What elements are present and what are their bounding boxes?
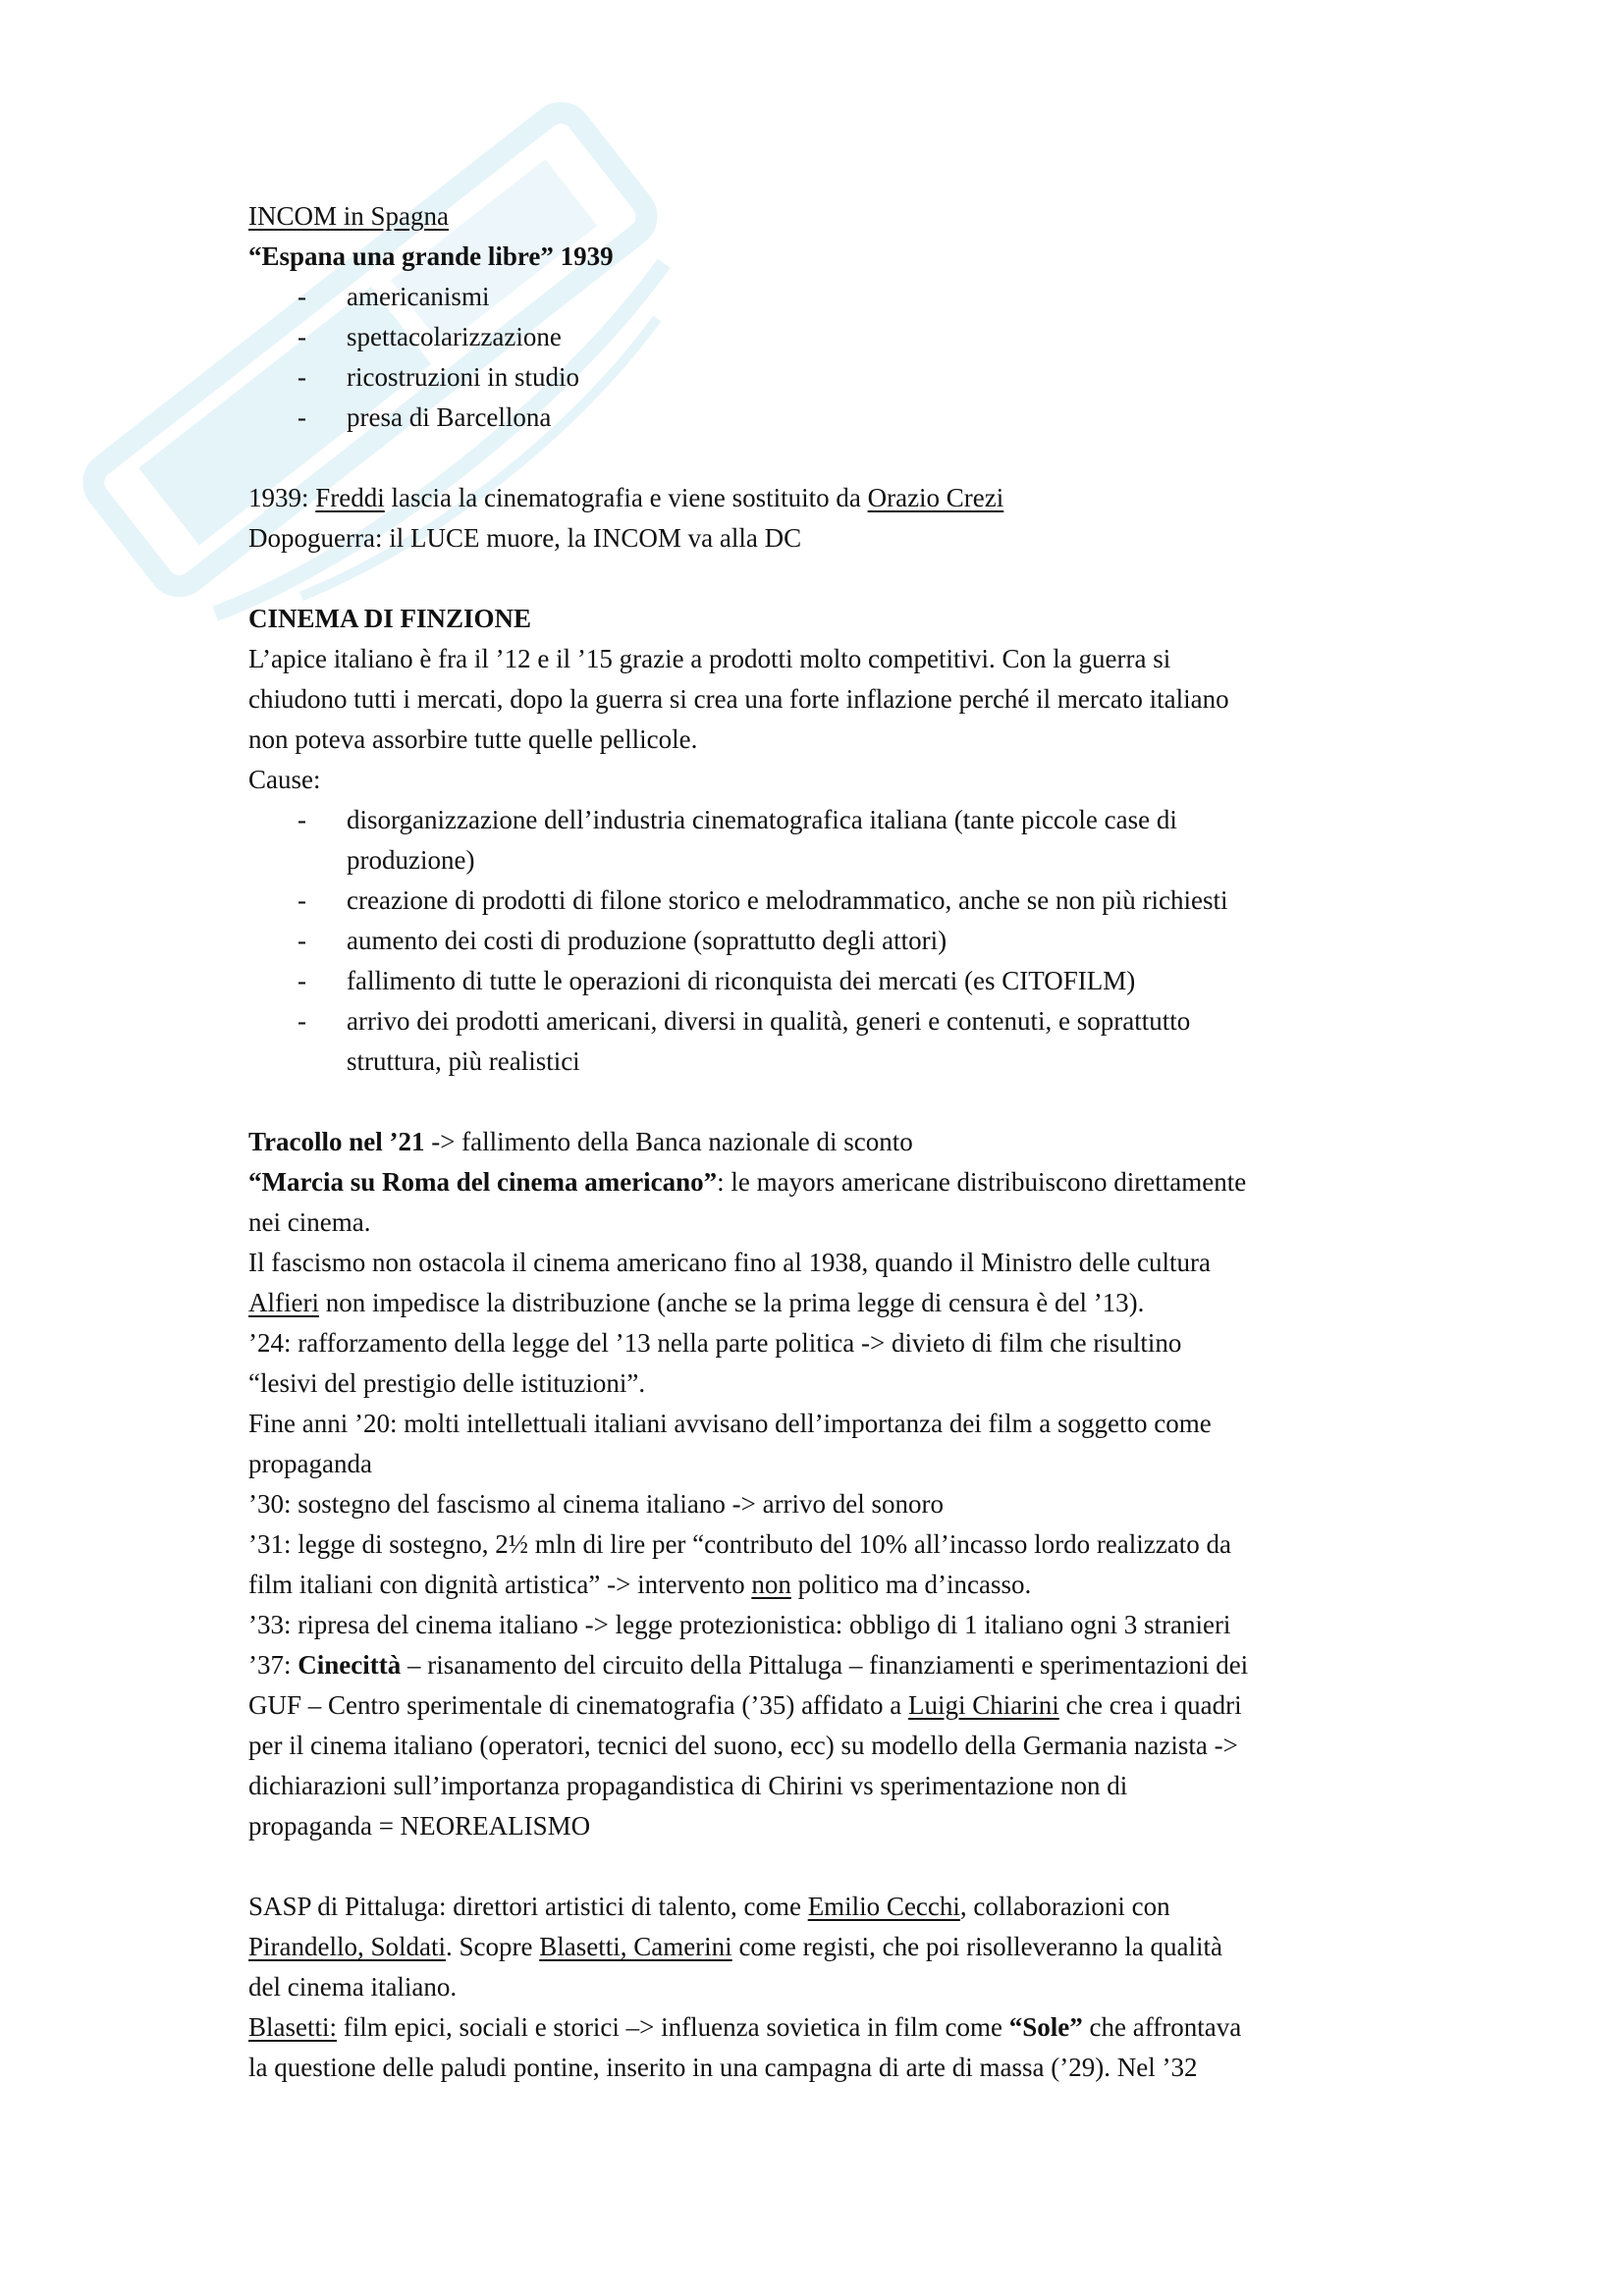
list-item-text — [347, 317, 1387, 357]
text-run: ’24: rafforzamento della legge del ’13 nella parte politica -> divieto di film che risultino — [248, 1328, 1182, 1358]
text-line — [248, 2007, 1387, 2048]
bullet-dash: - — [298, 282, 306, 311]
text-run: chiudono tutti i mercati, dopo la guerra si crea una forte inflazione perché il mercato italiano — [248, 684, 1229, 714]
text-line — [248, 1605, 1387, 1645]
list-item — [248, 357, 1387, 398]
text-run: che crea i quadri — [1058, 1690, 1242, 1720]
text-run: ’33: ripresa del cinema italiano -> legge protezionistica: obbligo di 1 italiano ogni 3 stranieri — [248, 1610, 1231, 1639]
list-item-text — [347, 800, 1387, 881]
list-item-text — [347, 921, 1387, 961]
bold-text: Tracollo nel ’21 — [248, 1127, 425, 1156]
text-run: . Scopre — [445, 1932, 540, 1961]
list-item-line: creazione di prodotti di filone storico e melodrammatico, anche se non più richiesti — [347, 885, 1228, 915]
text-line — [248, 196, 1387, 237]
text-run: – risanamento del circuito della Pittaluga – finanziamenti e sperimentazioni dei — [401, 1650, 1249, 1680]
text-line — [248, 1927, 1387, 1967]
text-run: dichiarazioni sull’importanza propagandistica di Chirini vs sperimentazione non di — [248, 1771, 1128, 1800]
bold-text: “Espana una grande libre” 1939 — [248, 241, 614, 271]
text-line — [248, 1806, 1387, 1846]
text-run: del cinema italiano. — [248, 1972, 458, 2002]
text-run: politico ma d’incasso. — [790, 1570, 1032, 1599]
list-item — [248, 921, 1387, 961]
text-line — [248, 599, 1387, 639]
underlined-name: Blasetti, Camerini — [539, 1932, 732, 1961]
list-item-text — [347, 277, 1387, 317]
text-line — [248, 1162, 1387, 1202]
list-item-line: arrivo dei prodotti americani, diversi in qualità, generi e contenuti, e soprattutto — [347, 1006, 1191, 1036]
text-line — [248, 1887, 1387, 1927]
text-run: 1939: — [248, 483, 316, 512]
text-run: per il cinema italiano (operatori, tecnici del suono, ecc) su modello della Germania nazista -> — [248, 1731, 1238, 1760]
document-body — [248, 196, 1387, 2088]
text-line — [248, 478, 1387, 518]
text-run: propaganda — [248, 1449, 372, 1478]
text-line — [248, 679, 1387, 720]
bullet-dash: - — [298, 1006, 306, 1036]
text-run: film italiani con dignità artistica” -> intervento — [248, 1570, 752, 1599]
list-item-line: fallimento di tutte le operazioni di riconquista dei mercati (es CITOFILM) — [347, 966, 1136, 995]
text-run: film epici, sociali e storici –> influenza sovietica in film come — [337, 2012, 1009, 2042]
underlined-name: Alfieri — [248, 1288, 319, 1317]
text-line — [248, 2048, 1387, 2088]
text-line — [248, 1726, 1387, 1766]
list-item — [248, 277, 1387, 317]
text-line — [248, 720, 1387, 760]
list-item-line: presa di Barcellona — [347, 402, 552, 432]
list-item-line: disorganizzazione dell’industria cinematografica italiana (tante piccole case di — [347, 805, 1177, 834]
text-line — [248, 1967, 1387, 2007]
bold-text: Cinecittà — [298, 1650, 402, 1680]
list-item — [248, 881, 1387, 921]
text-run: Dopoguerra: il LUCE muore, la INCOM va alla DC — [248, 523, 802, 553]
text-run: Cause: — [248, 765, 321, 794]
paragraph-gap — [248, 438, 1387, 478]
text-line — [248, 1202, 1387, 1243]
underlined-name: Blasetti: — [248, 2012, 337, 2042]
paragraph-gap — [248, 559, 1387, 599]
text-run: la questione delle paludi pontine, inserito in una campagna di arte di massa (’29). Nel ’32 — [248, 2053, 1198, 2082]
text-run: -> fallimento della Banca nazionale di sconto — [424, 1127, 913, 1156]
text-run: che affrontava — [1082, 2012, 1242, 2042]
text-run: Il fascismo non ostacola il cinema americano fino al 1938, quando il Ministro delle cultura — [248, 1248, 1211, 1277]
bullet-dash: - — [298, 926, 306, 955]
text-line — [248, 1484, 1387, 1524]
bold-text: “Sole” — [1008, 2012, 1083, 2042]
bullet-dash: - — [298, 362, 306, 392]
list-item-text — [347, 357, 1387, 398]
text-line — [248, 1524, 1387, 1565]
text-run: ’31: legge di sostegno, 2½ mln di lire per “contributo del 10% all’incasso lordo realizzato da — [248, 1529, 1231, 1559]
text-run: propaganda = NEOREALISMO — [248, 1811, 591, 1841]
list-item-line: americanismi — [347, 282, 490, 311]
text-line — [248, 1766, 1387, 1806]
bold-text: CINEMA DI FINZIONE — [248, 604, 532, 633]
underlined-name: non — [751, 1570, 791, 1599]
list-item — [248, 398, 1387, 438]
bullet-dash: - — [298, 885, 306, 915]
text-line — [248, 518, 1387, 559]
text-run: non poteva assorbire tutte quelle pellicole. — [248, 724, 698, 754]
text-run: non impedisce la distribuzione (anche se la prima legge di censura è del ’13). — [318, 1288, 1145, 1317]
text-run: Fine anni ’20: molti intellettuali italiani avvisano dell’importanza dei film a soggetto come — [248, 1409, 1212, 1438]
paragraph-gap — [248, 1846, 1387, 1887]
text-line — [248, 1243, 1387, 1283]
text-run: L’apice italiano è fra il ’12 e il ’15 grazie a prodotti molto competitivi. Con la guerra si — [248, 644, 1171, 673]
bullet-dash: - — [298, 402, 306, 432]
text-run: “lesivi del prestigio delle istituzioni”. — [248, 1368, 646, 1398]
underlined-name: INCOM in Spagna — [248, 201, 449, 231]
text-run: ’37: — [248, 1650, 298, 1680]
list-item — [248, 800, 1387, 881]
bullet-dash: - — [298, 805, 306, 834]
text-line — [248, 1323, 1387, 1363]
text-line — [248, 1685, 1387, 1726]
underlined-name: Luigi Chiarini — [908, 1690, 1059, 1720]
paragraph-gap — [248, 1082, 1387, 1122]
list-item-text — [347, 881, 1387, 921]
bold-text: “Marcia su Roma del cinema americano” — [248, 1167, 718, 1197]
underlined-name: Emilio Cecchi — [807, 1892, 960, 1921]
text-run: nei cinema. — [248, 1207, 371, 1237]
underlined-name: Pirandello, Soldati — [248, 1932, 446, 1961]
list-item-line: spettacolarizzazione — [347, 322, 562, 351]
text-line — [248, 1283, 1387, 1323]
list-item-text — [347, 398, 1387, 438]
list-item-line: struttura, più realistici — [347, 1046, 580, 1076]
text-run: lascia la cinematografia e viene sostituito da — [384, 483, 868, 512]
text-line — [248, 1444, 1387, 1484]
list-item-text — [347, 961, 1387, 1001]
list-item-text — [347, 1001, 1387, 1082]
text-line — [248, 1565, 1387, 1605]
underlined-name: Freddi — [315, 483, 385, 512]
text-run: GUF – Centro sperimentale di cinematografia (’35) affidato a — [248, 1690, 909, 1720]
bullet-dash: - — [298, 322, 306, 351]
text-line — [248, 1645, 1387, 1685]
text-line — [248, 1122, 1387, 1162]
underlined-name: Orazio Crezi — [867, 483, 1004, 512]
text-run: come registi, che poi risolleveranno la qualità — [731, 1932, 1223, 1961]
text-line — [248, 639, 1387, 679]
list-item-line: produzione) — [347, 845, 475, 875]
text-run: , collaborazioni con — [959, 1892, 1170, 1921]
list-item — [248, 961, 1387, 1001]
text-run: ’30: sostegno del fascismo al cinema italiano -> arrivo del sonoro — [248, 1489, 945, 1519]
list-item-line: aumento dei costi di produzione (soprattutto degli attori) — [347, 926, 947, 955]
text-line — [248, 1363, 1387, 1404]
list-item — [248, 317, 1387, 357]
list-item — [248, 1001, 1387, 1082]
text-run: SASP di Pittaluga: direttori artistici di talento, come — [248, 1892, 808, 1921]
text-line — [248, 237, 1387, 277]
text-line — [248, 760, 1387, 800]
list-item-line: ricostruzioni in studio — [347, 362, 579, 392]
bullet-dash: - — [298, 966, 306, 995]
text-run: : le mayors americane distribuiscono direttamente — [717, 1167, 1247, 1197]
text-line — [248, 1404, 1387, 1444]
